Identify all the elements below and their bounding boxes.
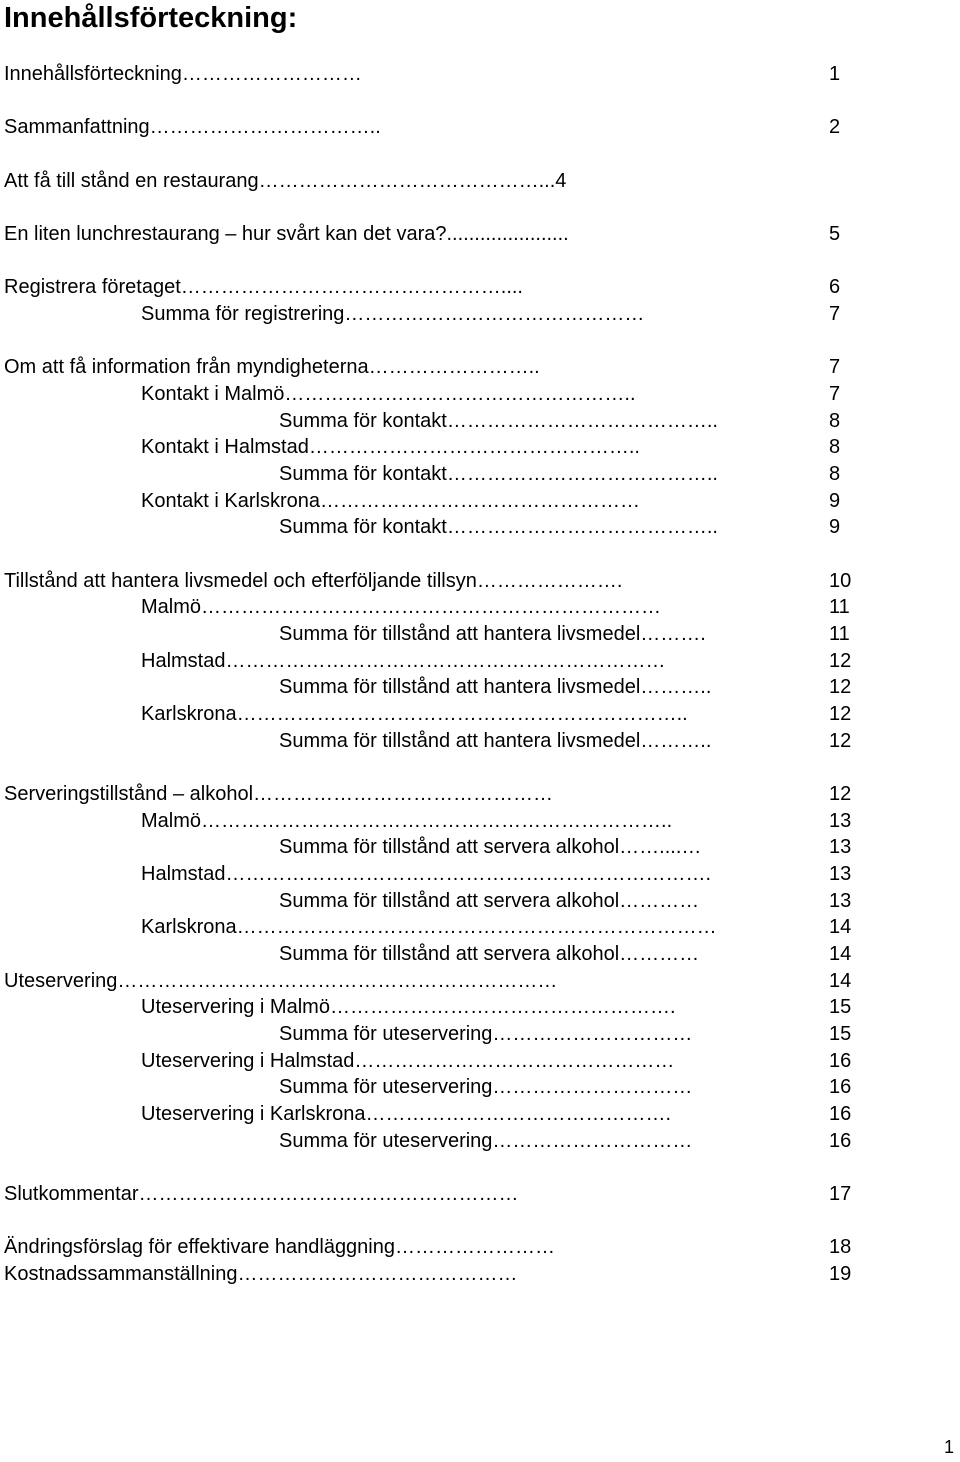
toc-entry-title: Summa för tillstånd att hantera livsmedel……….: [279, 623, 706, 645]
toc-entry-page: 16: [829, 1050, 852, 1072]
toc-entry: [141, 488, 941, 515]
toc-entry: [4, 1261, 944, 1288]
toc-entry-page: 14: [829, 970, 852, 992]
toc-entry: [4, 221, 944, 248]
toc-entry-page: 13: [829, 836, 852, 858]
toc-entry-page: 7: [829, 303, 841, 325]
toc-entry-title: Kontakt i Karlskrona…………………………………………: [141, 490, 640, 512]
toc-entry-page: 11: [829, 623, 850, 645]
toc-entry-title: Om att få information från myndigheterna……………………..: [4, 356, 540, 378]
toc-entry-page: 12: [829, 730, 852, 752]
toc-entry-page: 12: [829, 650, 852, 672]
toc-entry: [4, 968, 944, 995]
toc-entry-title: Karlskrona………………………………………………………………: [141, 916, 717, 938]
toc-entry: [141, 594, 941, 621]
toc-entry: [141, 861, 941, 888]
toc-entry-title: Tillstånd att hantera livsmedel och efterföljande tillsyn………………….: [4, 570, 623, 592]
toc-entry: [141, 808, 941, 835]
toc-entry: [279, 514, 939, 541]
toc-entry-page: 10: [829, 570, 852, 592]
toc-entry: [279, 1128, 939, 1155]
toc-entry-title: Att få till stånd en restaurang……………………………………...4: [4, 170, 567, 192]
toc-entry: [141, 648, 941, 675]
toc-entry: [279, 1021, 939, 1048]
toc-entry-page: 13: [829, 810, 852, 832]
toc-entry-page: 12: [829, 676, 852, 698]
toc-entry: [279, 834, 939, 861]
toc-entry-page: 14: [829, 916, 852, 938]
toc-entry-page: 19: [829, 1263, 852, 1285]
toc-entry-title: Halmstad……………………………………………………………….: [141, 863, 712, 885]
toc-entry-page: 12: [829, 783, 852, 805]
toc-entry: [279, 408, 939, 435]
toc-entry-page: 6: [829, 276, 841, 298]
toc-entry-page: 16: [829, 1076, 852, 1098]
toc-entry-page: 16: [829, 1103, 852, 1125]
toc-entry: [279, 1074, 939, 1101]
toc-entry: [141, 301, 941, 328]
toc-entry-title: Kontakt i Halmstad…………………………………………..: [141, 436, 640, 458]
toc-entry-title: Slutkommentar…………………………………………………: [4, 1183, 519, 1205]
toc-entry-title: Ändringsförslag för effektivare handläggning……………………: [4, 1236, 555, 1258]
toc-entry-title: Sammanfattning……………………………..: [4, 116, 381, 138]
toc-entry-page: 13: [829, 863, 852, 885]
toc-entry-title: Summa för tillstånd att servera alkohol…………: [279, 890, 700, 912]
toc-entry: [4, 168, 944, 195]
toc-entry-page: 17: [829, 1183, 852, 1205]
toc-entry: [4, 114, 944, 141]
toc-entry-title: Summa för kontakt…………………………………..: [279, 410, 718, 432]
toc-entry: [279, 728, 939, 755]
toc-entry-page: 2: [829, 116, 841, 138]
toc-entry-page: 7: [829, 383, 841, 405]
toc-entry-title: Summa för tillstånd att hantera livsmedel………..: [279, 676, 712, 698]
toc-entry-title: Kostnadssammanställning……………………………………: [4, 1263, 518, 1285]
toc-entry: [4, 61, 944, 88]
page-number: 1: [943, 1437, 954, 1457]
toc-entry: [4, 1181, 944, 1208]
toc-entry-title: Summa för tillstånd att hantera livsmedel………..: [279, 730, 712, 752]
toc-entry-page: 8: [829, 410, 841, 432]
toc-entry-title: Halmstad…………………………………………………………: [141, 650, 666, 672]
toc-entry: [4, 274, 944, 301]
toc-entry-page: 15: [829, 1023, 852, 1045]
toc-entry: [279, 461, 939, 488]
toc-entry-title: Uteservering i Malmö…………………………………………….: [141, 996, 676, 1018]
toc-entry-page: 9: [829, 516, 841, 538]
page-title: Innehållsförteckning:: [4, 2, 298, 34]
toc-entry: [279, 888, 939, 915]
toc-entry: [4, 1234, 944, 1261]
toc-entry-page: 13: [829, 890, 852, 912]
toc-entry: [141, 1101, 941, 1128]
toc-entry-page: 16: [829, 1130, 852, 1152]
toc-entry-page: 7: [829, 356, 841, 378]
toc-entry: [141, 434, 941, 461]
toc-entry: [4, 781, 944, 808]
toc-entry-page: 9: [829, 490, 841, 512]
toc-entry-page: 8: [829, 463, 841, 485]
toc-entry: [4, 354, 944, 381]
toc-entry-title: Uteservering…………………………………………………………: [4, 970, 558, 992]
toc-entry: [4, 568, 944, 595]
toc-entry: [141, 994, 941, 1021]
toc-entry-title: Serveringstillstånd – alkohol………………………………………: [4, 783, 554, 805]
toc-entry-page: 8: [829, 436, 841, 458]
toc-entry: [141, 381, 941, 408]
toc-entry-title: Summa för uteservering…………………………: [279, 1076, 693, 1098]
toc-entry-title: Innehållsförteckning………………………: [4, 63, 362, 85]
toc-entry-title: Karlskrona…………………………………………………………..: [141, 703, 688, 725]
toc-entry: [141, 914, 941, 941]
toc-entry-title: Uteservering i Halmstad…………………………………………: [141, 1050, 675, 1072]
toc-entry-page: 5: [829, 223, 841, 245]
toc-entry-title: Registrera företaget…………………………………………....: [4, 276, 523, 298]
toc-entry-title: Summa för registrering………………………………………: [141, 303, 645, 325]
toc-entry-title: Uteservering i Karlskrona……………………………………….: [141, 1103, 672, 1125]
toc-entry-title: En liten lunchrestaurang – hur svårt kan det vara?......................: [4, 223, 569, 245]
toc-entry: [279, 621, 939, 648]
toc-entry: [279, 674, 939, 701]
toc-entry-title: Summa för uteservering…………………………: [279, 1023, 693, 1045]
toc-entry-title: Summa för tillstånd att servera alkohol…………: [279, 943, 700, 965]
toc-entry-title: Summa för uteservering…………………………: [279, 1130, 693, 1152]
toc-entry: [279, 941, 939, 968]
toc-entry-page: 12: [829, 703, 852, 725]
toc-entry-title: Kontakt i Malmö……………………………………………..: [141, 383, 636, 405]
toc-entry-page: 14: [829, 943, 852, 965]
toc-entry: [141, 701, 941, 728]
toc-entry-title: Summa för tillstånd att servera alkohol……....…: [279, 836, 702, 858]
toc-entry-page: 15: [829, 996, 852, 1018]
toc-entry-title: Summa för kontakt…………………………………..: [279, 516, 718, 538]
toc-entry-page: 11: [829, 596, 850, 618]
toc-entry-page: 18: [829, 1236, 852, 1258]
toc-entry-title: Malmö……………………………………………………………: [141, 596, 662, 618]
toc-entry-title: Summa för kontakt…………………………………..: [279, 463, 718, 485]
toc-entry-page: 1: [829, 63, 841, 85]
toc-entry-title: Malmö……………………………………………………………..: [141, 810, 673, 832]
toc-entry: [141, 1048, 941, 1075]
